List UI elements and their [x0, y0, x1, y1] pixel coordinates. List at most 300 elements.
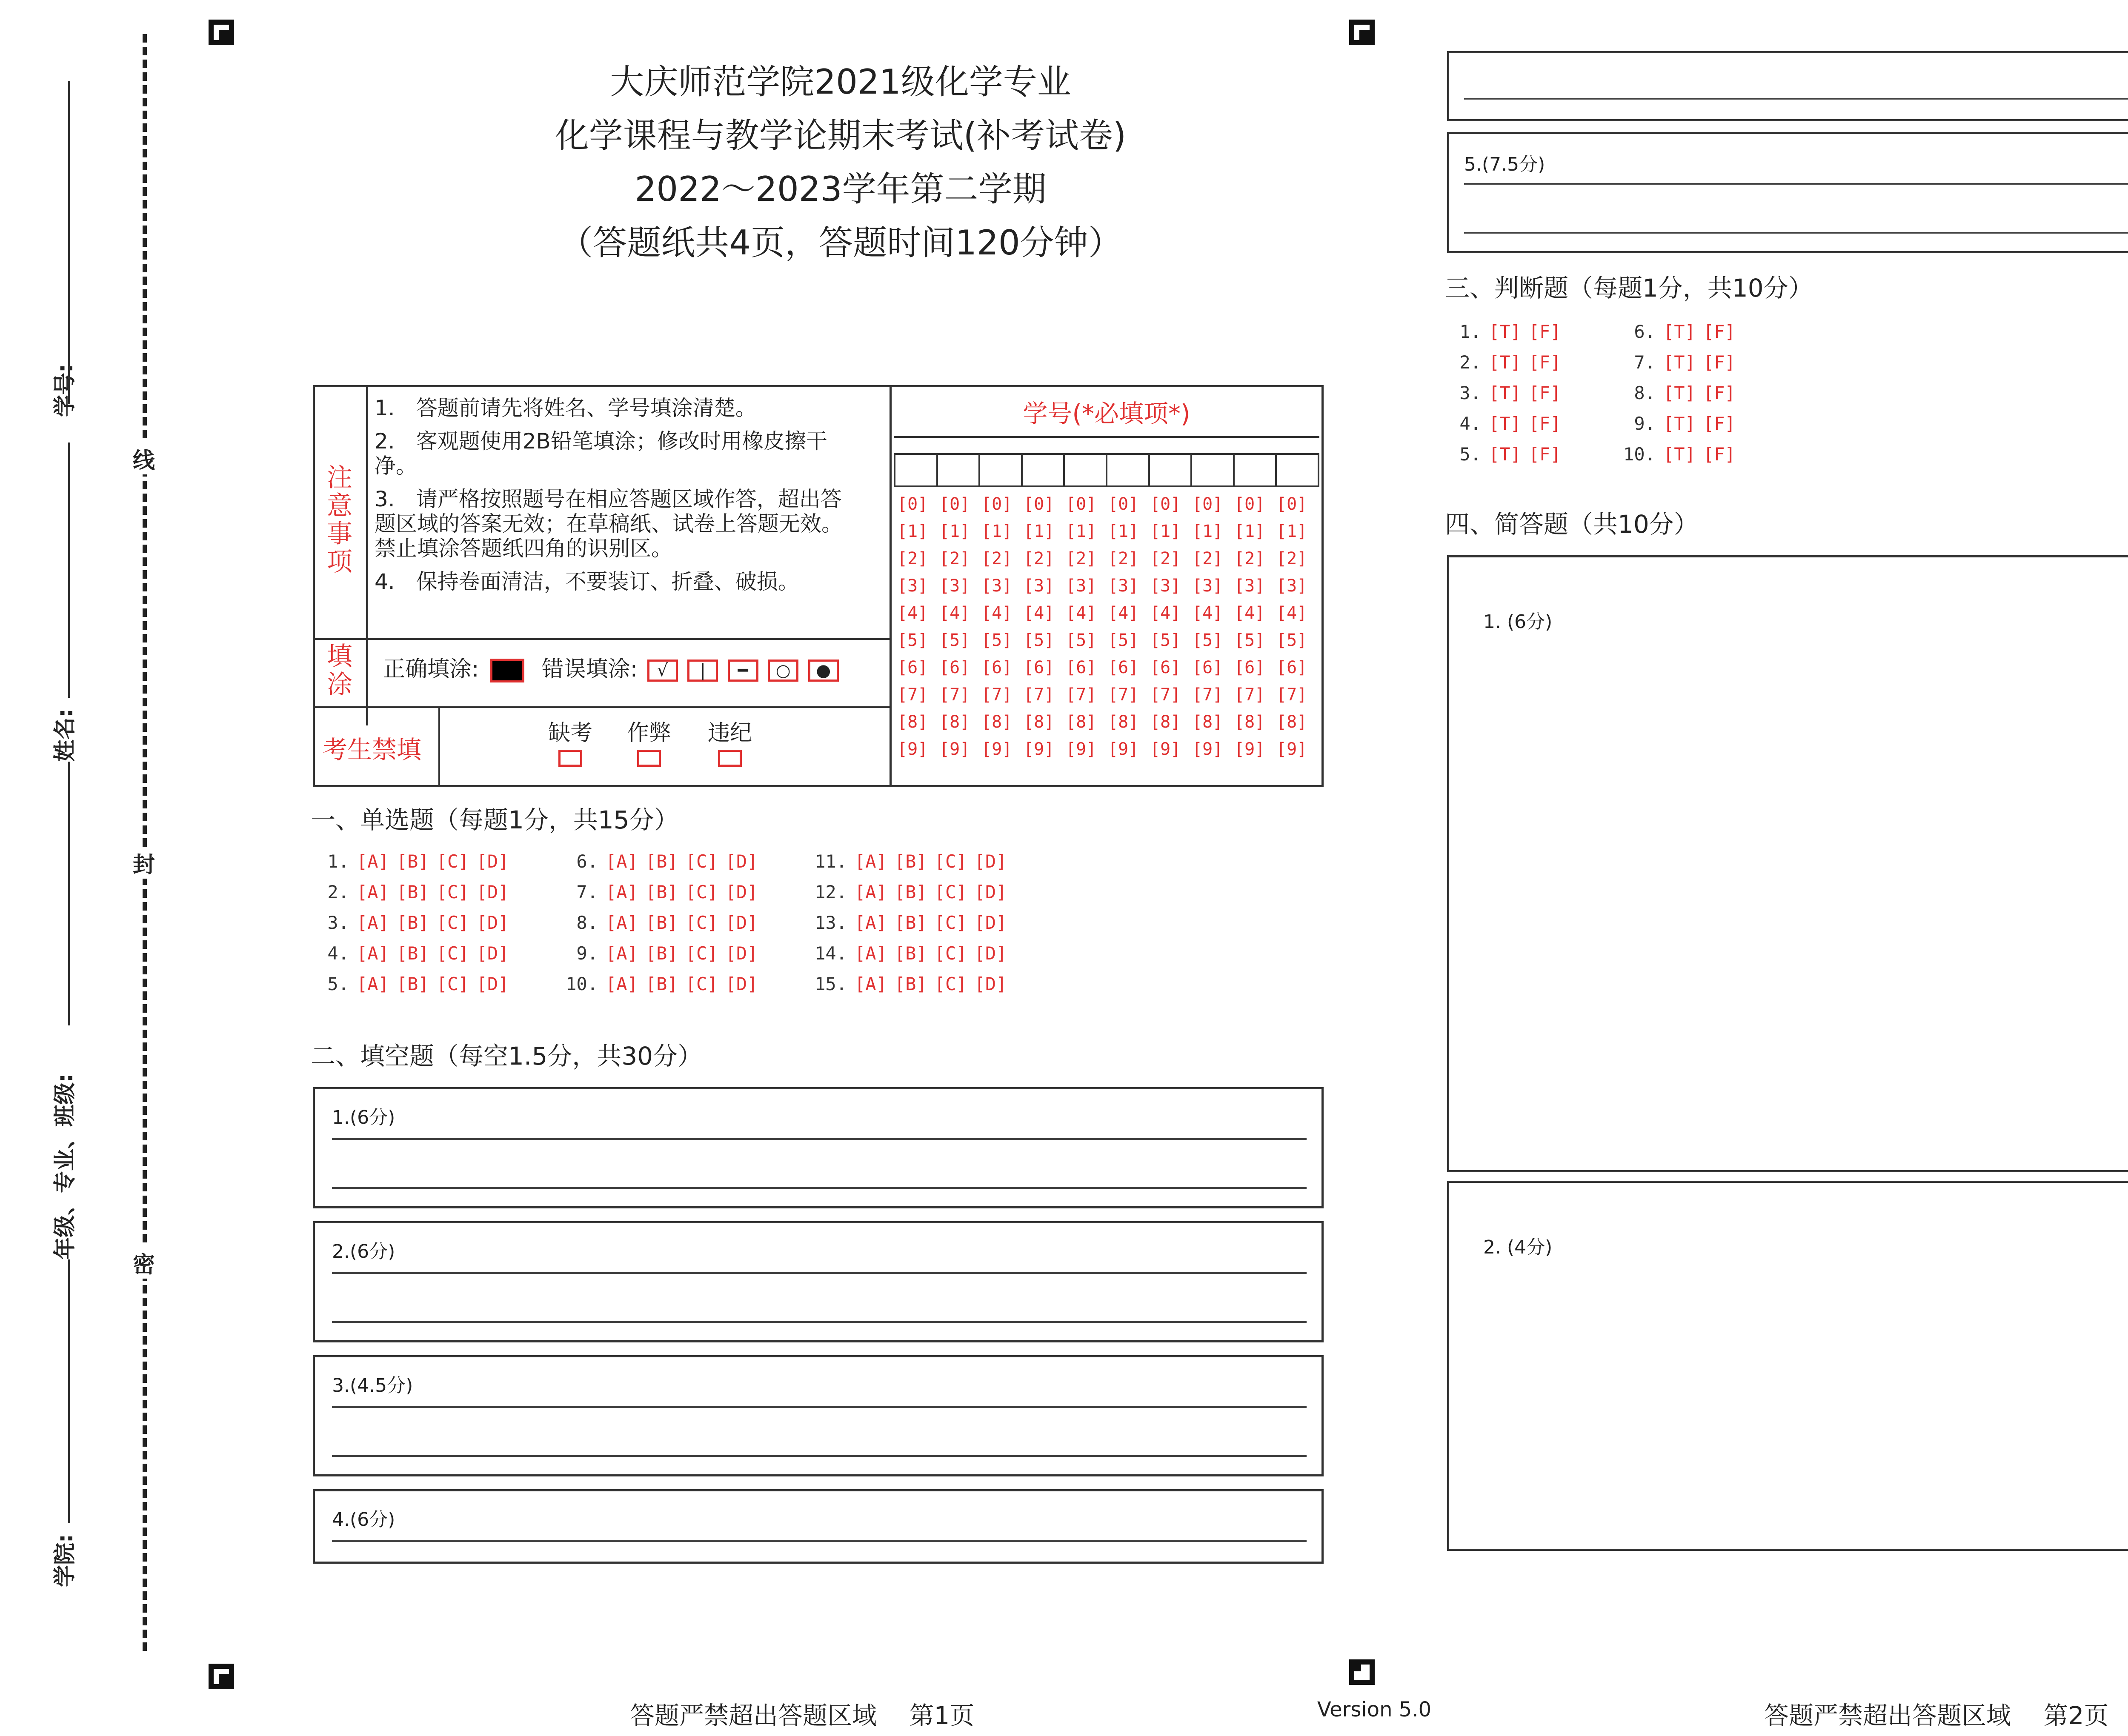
true-false-question	[1445, 321, 1569, 342]
student-id-digit-row	[897, 603, 1319, 623]
single-choice-question	[809, 851, 1014, 872]
student-id-bubble[interactable]: [4]	[1066, 603, 1097, 623]
choice-bubble[interactable]: [D]	[476, 943, 509, 964]
student-id-bubble[interactable]: [9]	[1234, 740, 1265, 759]
choice-bubble[interactable]: [A]	[855, 882, 887, 902]
single-choice-question	[560, 851, 765, 872]
choice-bubble[interactable]: [A]	[357, 943, 389, 964]
student-id-bubble[interactable]: [0]	[1108, 494, 1139, 514]
choice-bubble[interactable]: [D]	[974, 943, 1007, 964]
student-id-bubble[interactable]: [7]	[1276, 685, 1307, 705]
true-false-question	[1619, 413, 1743, 434]
choice-bubble[interactable]: [B]	[645, 974, 678, 994]
student-id-bubble[interactable]: [4]	[981, 603, 1013, 623]
student-id-bubble[interactable]: [9]	[1066, 740, 1097, 759]
notice-item-2: 2. 客观题使用2B铅笔填涂；修改时用橡皮擦干净。	[375, 429, 827, 478]
student-id-bubble[interactable]: [6]	[1024, 658, 1055, 677]
student-id-digit-row	[897, 522, 1319, 541]
section1-title: 一、单选题（每题1分，共15分）	[311, 805, 679, 834]
student-id-bubble[interactable]: [9]	[939, 740, 970, 759]
forbid-item-absent-checkbox[interactable]	[558, 750, 582, 767]
student-id-bubble[interactable]: [2]	[1234, 549, 1265, 568]
binding-mark-mi: 密	[133, 1247, 155, 1279]
tf-bubble[interactable]: [F]	[1703, 444, 1736, 465]
choice-bubble[interactable]: [A]	[357, 882, 389, 902]
section3-title: 三、判断题（每题1分，共10分）	[1445, 274, 1813, 303]
tf-bubble[interactable]: [F]	[1703, 352, 1736, 373]
choice-bubble[interactable]: [D]	[476, 882, 509, 902]
student-id-bubble[interactable]: [8]	[1276, 712, 1307, 732]
choice-bubble[interactable]: [B]	[894, 851, 927, 872]
choice-bubble[interactable]: [D]	[725, 882, 758, 902]
student-id-bubble[interactable]: [2]	[1066, 549, 1097, 568]
student-id-bubble[interactable]: [1]	[1276, 522, 1307, 541]
student-id-bubble[interactable]: [8]	[1234, 712, 1265, 732]
fill-label: 填涂	[327, 642, 352, 700]
student-id-bubble[interactable]: [5]	[1024, 631, 1055, 650]
student-id-bubble[interactable]: [8]	[1024, 712, 1055, 732]
choice-bubble[interactable]: [D]	[974, 882, 1007, 902]
choice-bubble[interactable]: [B]	[396, 974, 429, 994]
single-choice-question	[809, 912, 1014, 933]
student-id-bubble[interactable]: [9]	[897, 740, 928, 759]
forbid-item-violation[interactable]	[704, 715, 755, 772]
choice-bubble[interactable]: [D]	[725, 974, 758, 994]
single-choice-question	[560, 974, 765, 994]
blank-q5-box[interactable]	[1447, 132, 2128, 253]
student-id-box[interactable]	[1150, 455, 1193, 485]
choice-bubble[interactable]: [B]	[645, 912, 678, 933]
student-id-bubble[interactable]: [7]	[1108, 685, 1139, 705]
student-id-bubble[interactable]: [9]	[1150, 740, 1181, 759]
choice-bubble[interactable]: [C]	[436, 851, 469, 872]
true-false-question	[1445, 444, 1569, 465]
student-id-bubble[interactable]: [7]	[897, 685, 928, 705]
fill-example-row	[383, 651, 839, 683]
student-id-bubble[interactable]: [2]	[897, 549, 928, 568]
student-id-bubble[interactable]: [4]	[1234, 603, 1265, 623]
student-id-bubble[interactable]: [3]	[981, 576, 1013, 596]
blank-q4-continued-box[interactable]	[1447, 51, 2128, 121]
choice-bubble[interactable]: [D]	[974, 974, 1007, 994]
choice-bubble[interactable]: [C]	[934, 912, 967, 933]
student-id-bubble[interactable]: [9]	[981, 740, 1013, 759]
student-id-bubble[interactable]: [9]	[1024, 740, 1055, 759]
choice-bubble[interactable]: [D]	[476, 974, 509, 994]
notice-side-label: 注意事项	[327, 463, 352, 577]
student-id-bubble[interactable]: [2]	[981, 549, 1013, 568]
student-id-bubble[interactable]: [4]	[897, 603, 928, 623]
forbid-item-cheat-checkbox[interactable]	[637, 750, 661, 767]
student-id-bubble[interactable]: [0]	[1150, 494, 1181, 514]
student-id-bubble[interactable]: [3]	[1150, 576, 1181, 596]
forbid-item-cheat[interactable]	[624, 715, 675, 772]
student-id-box[interactable]	[895, 455, 938, 485]
student-id-bubble[interactable]: [6]	[1150, 658, 1181, 677]
student-id-bubble[interactable]: [8]	[897, 712, 928, 732]
student-id-box[interactable]	[1192, 455, 1235, 485]
choice-bubble[interactable]: [A]	[357, 974, 389, 994]
student-id-box[interactable]	[938, 455, 981, 485]
question-number: 4.	[1459, 413, 1481, 434]
tf-bubble[interactable]: [T]	[1489, 444, 1521, 465]
student-id-bubble[interactable]: [7]	[1192, 685, 1223, 705]
choice-bubble[interactable]: [B]	[396, 882, 429, 902]
notice-list	[375, 396, 847, 594]
blank-q3-line-2	[332, 1455, 1307, 1457]
choice-bubble[interactable]: [D]	[476, 851, 509, 872]
binding-dashed-line	[143, 34, 147, 1651]
student-id-bubble[interactable]: [2]	[1192, 549, 1223, 568]
student-id-bubble[interactable]: [7]	[1066, 685, 1097, 705]
choice-bubble[interactable]: [C]	[436, 974, 469, 994]
student-id-bubble[interactable]: [0]	[1192, 494, 1223, 514]
student-id-bubble[interactable]: [4]	[1108, 603, 1139, 623]
student-id-box[interactable]	[1235, 455, 1277, 485]
choice-bubble[interactable]: [D]	[725, 943, 758, 964]
single-choice-question	[809, 943, 1014, 964]
choice-bubble[interactable]: [B]	[645, 851, 678, 872]
tf-bubble[interactable]: [F]	[1528, 444, 1561, 465]
choice-bubble[interactable]: [C]	[436, 912, 469, 933]
correct-fill-label: 正确填涂:	[383, 657, 479, 682]
student-id-digit-row	[897, 712, 1319, 732]
student-id-box[interactable]	[980, 455, 1023, 485]
student-id-bubble[interactable]: [4]	[1150, 603, 1181, 623]
student-id-bubble[interactable]: [2]	[939, 549, 970, 568]
exam-title-note: （答题纸共4页，答题时间120分钟）	[559, 223, 1122, 263]
student-id-title: 学号(*必填项*)	[1023, 399, 1190, 428]
true-false-question	[1619, 383, 1743, 403]
student-id-bubble[interactable]: [5]	[1234, 631, 1265, 650]
choice-bubble[interactable]: [C]	[685, 851, 718, 872]
choice-bubble[interactable]: [A]	[606, 882, 638, 902]
student-id-bubble[interactable]: [6]	[1192, 658, 1223, 677]
choice-bubble[interactable]: [A]	[855, 912, 887, 933]
question-number: 6.	[1634, 321, 1656, 342]
choice-bubble[interactable]: [C]	[934, 943, 967, 964]
blank-q4-continued-line	[1464, 98, 2128, 100]
tf-bubble[interactable]: [T]	[1489, 413, 1521, 434]
tf-bubble[interactable]: [T]	[1489, 383, 1521, 403]
question-number: 13.	[815, 912, 847, 933]
student-id-bubble[interactable]: [3]	[1066, 576, 1097, 596]
question-number: 7.	[1634, 352, 1656, 373]
question-number: 2.	[327, 882, 349, 902]
single-choice-question	[560, 882, 765, 902]
section2-title: 二、填空题（每空1.5分，共30分）	[311, 1042, 703, 1071]
student-id-bubble[interactable]: [8]	[981, 712, 1013, 732]
correct-fill-sample	[490, 659, 524, 682]
choice-bubble[interactable]: [A]	[855, 974, 887, 994]
forbid-label-divider	[438, 706, 440, 787]
single-choice-question	[311, 912, 516, 933]
label-banji: 年级、专业、班级:	[52, 1074, 78, 1259]
tf-bubble[interactable]: [T]	[1663, 444, 1696, 465]
forbid-item-absent-label: 缺考	[548, 720, 592, 746]
tf-bubble[interactable]: [T]	[1663, 352, 1696, 373]
student-id-bubble[interactable]: [6]	[1066, 658, 1097, 677]
student-id-bubble[interactable]: [3]	[1234, 576, 1265, 596]
question-number: 11.	[815, 851, 847, 872]
student-id-write-boxes[interactable]	[894, 453, 1319, 487]
student-id-bubble[interactable]: [0]	[1234, 494, 1265, 514]
field-xuehao-line[interactable]	[68, 81, 70, 404]
question-number: 15.	[815, 974, 847, 994]
student-id-bubble[interactable]: [7]	[1150, 685, 1181, 705]
true-false-question	[1619, 444, 1743, 465]
student-id-box[interactable]	[1065, 455, 1107, 485]
student-id-bubble[interactable]: [9]	[1108, 740, 1139, 759]
true-false-question	[1619, 352, 1743, 373]
tf-bubble[interactable]: [T]	[1663, 321, 1696, 342]
student-id-bubble[interactable]: [2]	[1024, 549, 1055, 568]
tf-bubble[interactable]: [T]	[1663, 383, 1696, 403]
blank-q3-box[interactable]	[313, 1355, 1324, 1476]
student-id-bubble[interactable]: [0]	[1276, 494, 1307, 514]
student-id-bubble[interactable]: [8]	[1108, 712, 1139, 732]
tf-bubble[interactable]: [F]	[1703, 383, 1736, 403]
question-number: 1.	[1459, 321, 1481, 342]
student-id-bubble[interactable]: [0]	[981, 494, 1013, 514]
student-id-bubble[interactable]: [1]	[1066, 522, 1097, 541]
student-id-bubble[interactable]: [8]	[1066, 712, 1097, 732]
student-id-bubble[interactable]: [9]	[1192, 740, 1223, 759]
choice-bubble[interactable]: [D]	[725, 912, 758, 933]
short-answer-q2-label: 2. (4分)	[1483, 1236, 1553, 1258]
student-id-bubble[interactable]: [5]	[897, 631, 928, 650]
question-number: 9.	[576, 943, 598, 964]
blank-q2-line-1	[332, 1272, 1307, 1274]
single-choice-question	[311, 974, 516, 994]
exam-title-course: 化学课程与教学论期末考试(补考试卷)	[555, 116, 1127, 155]
blank-q2-box[interactable]	[313, 1221, 1324, 1342]
footer-page2: 答题严禁超出答题区域 第2页	[1764, 1701, 2109, 1730]
student-id-bubble[interactable]: [8]	[1192, 712, 1223, 732]
student-id-bubble[interactable]: [8]	[1150, 712, 1181, 732]
student-id-digit-row	[897, 631, 1319, 650]
true-false-question	[1619, 321, 1743, 342]
choice-bubble[interactable]: [A]	[357, 851, 389, 872]
student-id-bubble[interactable]: [3]	[1108, 576, 1139, 596]
student-id-bubble[interactable]: [3]	[897, 576, 928, 596]
student-id-bubble[interactable]: [1]	[897, 522, 928, 541]
choice-bubble[interactable]: [D]	[974, 851, 1007, 872]
choice-bubble[interactable]: [C]	[436, 943, 469, 964]
info-block-divider-vertical	[890, 385, 892, 787]
choice-bubble[interactable]: [C]	[934, 851, 967, 872]
corner-marker-top-left	[209, 20, 234, 45]
student-id-bubble[interactable]: [7]	[939, 685, 970, 705]
student-id-bubble[interactable]: [6]	[1276, 658, 1307, 677]
tf-bubble[interactable]: [F]	[1703, 413, 1736, 434]
student-id-box[interactable]	[1107, 455, 1150, 485]
student-id-bubble[interactable]: [5]	[1066, 631, 1097, 650]
blank-q5-line-1	[1464, 183, 2128, 185]
student-id-bubble[interactable]: [5]	[1192, 631, 1223, 650]
student-id-bubble[interactable]: [7]	[981, 685, 1013, 705]
choice-bubble[interactable]: [B]	[396, 943, 429, 964]
blank-q1-box[interactable]	[313, 1087, 1324, 1208]
forbid-item-violation-checkbox[interactable]	[718, 750, 742, 767]
student-id-bubble[interactable]: [1]	[1108, 522, 1139, 541]
choice-bubble[interactable]: [C]	[685, 912, 718, 933]
student-id-bubble[interactable]: [3]	[1192, 576, 1223, 596]
choice-bubble[interactable]: [A]	[855, 943, 887, 964]
wrong-fill-circle: ○	[768, 660, 798, 682]
choice-bubble[interactable]: [B]	[645, 882, 678, 902]
blank-q4-label: 4.(6分)	[332, 1509, 395, 1530]
field-banji-line[interactable]	[68, 762, 70, 1025]
student-id-bubble[interactable]: [5]	[1276, 631, 1307, 650]
question-number: 12.	[815, 882, 847, 902]
student-id-bubble[interactable]: [0]	[939, 494, 970, 514]
question-number: 5.	[1459, 444, 1481, 465]
choice-bubble[interactable]: [D]	[476, 912, 509, 933]
choice-bubble[interactable]: [A]	[855, 851, 887, 872]
label-xingming: 姓名:	[52, 708, 78, 762]
blank-q5-label: 5.(7.5分)	[1464, 154, 1545, 175]
student-id-bubble[interactable]: [9]	[1276, 740, 1307, 759]
choice-bubble[interactable]: [C]	[436, 882, 469, 902]
student-id-bubble[interactable]: [1]	[1150, 522, 1181, 541]
choice-bubble[interactable]: [B]	[894, 974, 927, 994]
student-id-bubble[interactable]: [5]	[981, 631, 1013, 650]
fill-row-divider	[313, 638, 890, 640]
blank-q4-box[interactable]	[313, 1489, 1324, 1564]
student-id-bubble[interactable]: [1]	[981, 522, 1013, 541]
choice-bubble[interactable]: [C]	[934, 882, 967, 902]
choice-bubble[interactable]: [B]	[645, 943, 678, 964]
student-id-bubble[interactable]: [4]	[939, 603, 970, 623]
true-false-question	[1445, 413, 1569, 434]
question-number: 8.	[1634, 383, 1656, 403]
student-id-bubble[interactable]: [0]	[1066, 494, 1097, 514]
field-xueyuan-line[interactable]	[68, 1259, 70, 1523]
student-id-box[interactable]	[1023, 455, 1065, 485]
choice-bubble[interactable]: [A]	[357, 912, 389, 933]
question-number: 7.	[576, 882, 598, 902]
choice-bubble[interactable]: [C]	[934, 974, 967, 994]
student-id-bubble[interactable]: [7]	[1234, 685, 1265, 705]
wrong-fill-bar: |	[687, 660, 718, 682]
forbid-item-cheat-label: 作弊	[626, 720, 671, 746]
choice-bubble[interactable]: [C]	[685, 943, 718, 964]
student-id-bubble[interactable]: [5]	[1108, 631, 1139, 650]
student-id-bubble[interactable]: [3]	[1024, 576, 1055, 596]
choice-bubble[interactable]: [A]	[606, 912, 638, 933]
question-number: 14.	[815, 943, 847, 964]
student-id-bubble[interactable]: [1]	[1024, 522, 1055, 541]
student-id-digit-row	[897, 658, 1319, 677]
choice-bubble[interactable]: [A]	[606, 974, 638, 994]
tf-bubble[interactable]: [F]	[1528, 352, 1561, 373]
student-id-bubble[interactable]: [3]	[939, 576, 970, 596]
student-id-bubble[interactable]: [6]	[981, 658, 1013, 677]
wrong-fill-dot: ●	[808, 660, 839, 682]
tf-bubble[interactable]: [T]	[1489, 352, 1521, 373]
choice-bubble[interactable]: [B]	[396, 912, 429, 933]
notice-item-1: 1. 答题前请先将姓名、学号填涂清楚。	[375, 396, 757, 420]
student-id-bubble[interactable]: [8]	[939, 712, 970, 732]
choice-bubble[interactable]: [B]	[894, 943, 927, 964]
tf-bubble[interactable]: [F]	[1528, 383, 1561, 403]
choice-bubble[interactable]: [C]	[685, 974, 718, 994]
single-choice-question	[560, 912, 765, 933]
question-number: 4.	[327, 943, 349, 964]
student-id-bubble[interactable]: [2]	[1108, 549, 1139, 568]
question-number: 5.	[327, 974, 349, 994]
student-id-bubble[interactable]: [4]	[1192, 603, 1223, 623]
blank-q4-line-1	[332, 1540, 1307, 1542]
corner-marker-bottom-middle	[1349, 1659, 1375, 1685]
choice-bubble[interactable]: [A]	[606, 851, 638, 872]
tf-bubble[interactable]: [T]	[1489, 321, 1521, 342]
blank-q1-line-1	[332, 1138, 1307, 1140]
student-id-bubble[interactable]: [7]	[1024, 685, 1055, 705]
forbid-label: 考生禁填	[323, 735, 422, 764]
blank-q2-line-2	[332, 1321, 1307, 1323]
student-id-bubble[interactable]: [4]	[1276, 603, 1307, 623]
student-id-bubble[interactable]: [2]	[1276, 549, 1307, 568]
blank-q3-label: 3.(4.5分)	[332, 1375, 413, 1396]
single-choice-question	[311, 882, 516, 902]
student-id-digit-row	[897, 494, 1319, 514]
question-number: 6.	[576, 851, 598, 872]
single-choice-question	[311, 851, 516, 872]
student-id-bubble[interactable]: [0]	[1024, 494, 1055, 514]
student-id-bubble[interactable]: [0]	[897, 494, 928, 514]
tf-bubble[interactable]: [T]	[1663, 413, 1696, 434]
choice-bubble[interactable]: [B]	[396, 851, 429, 872]
student-id-digit-row	[897, 685, 1319, 705]
student-id-bubble[interactable]: [5]	[939, 631, 970, 650]
tf-bubble[interactable]: [F]	[1703, 321, 1736, 342]
tf-bubble[interactable]: [F]	[1528, 321, 1561, 342]
question-number: 10.	[566, 974, 598, 994]
student-id-bubble[interactable]: [6]	[939, 658, 970, 677]
choice-bubble[interactable]: [D]	[725, 851, 758, 872]
student-id-bubble[interactable]: [4]	[1024, 603, 1055, 623]
single-choice-question	[809, 882, 1014, 902]
blank-q5-line-2	[1464, 232, 2128, 234]
student-id-bubble[interactable]: [1]	[1192, 522, 1223, 541]
student-id-bubble[interactable]: [6]	[897, 658, 928, 677]
tf-bubble[interactable]: [F]	[1528, 413, 1561, 434]
forbid-item-absent[interactable]	[545, 715, 596, 772]
student-id-bubble[interactable]: [2]	[1150, 549, 1181, 568]
corner-marker-top-middle	[1349, 20, 1375, 45]
student-id-bubble[interactable]: [1]	[939, 522, 970, 541]
field-xingming-line[interactable]	[68, 443, 70, 698]
choice-bubble[interactable]: [B]	[894, 882, 927, 902]
true-false-question	[1445, 383, 1569, 403]
student-id-bubble[interactable]: [6]	[1234, 658, 1265, 677]
choice-bubble[interactable]: [D]	[974, 912, 1007, 933]
student-id-bubble[interactable]: [6]	[1108, 658, 1139, 677]
student-id-bubble[interactable]: [1]	[1234, 522, 1265, 541]
choice-bubble[interactable]: [C]	[685, 882, 718, 902]
short-answer-q1-box[interactable]	[1447, 555, 2128, 1172]
question-number: 3.	[1459, 383, 1481, 403]
choice-bubble[interactable]: [A]	[606, 943, 638, 964]
student-id-bubble[interactable]: [3]	[1276, 576, 1307, 596]
student-id-bubble[interactable]: [5]	[1150, 631, 1181, 650]
student-id-box[interactable]	[1277, 455, 1318, 485]
student-id-title-underline	[894, 436, 1319, 438]
student-id-digit-row	[897, 576, 1319, 596]
choice-bubble[interactable]: [B]	[894, 912, 927, 933]
